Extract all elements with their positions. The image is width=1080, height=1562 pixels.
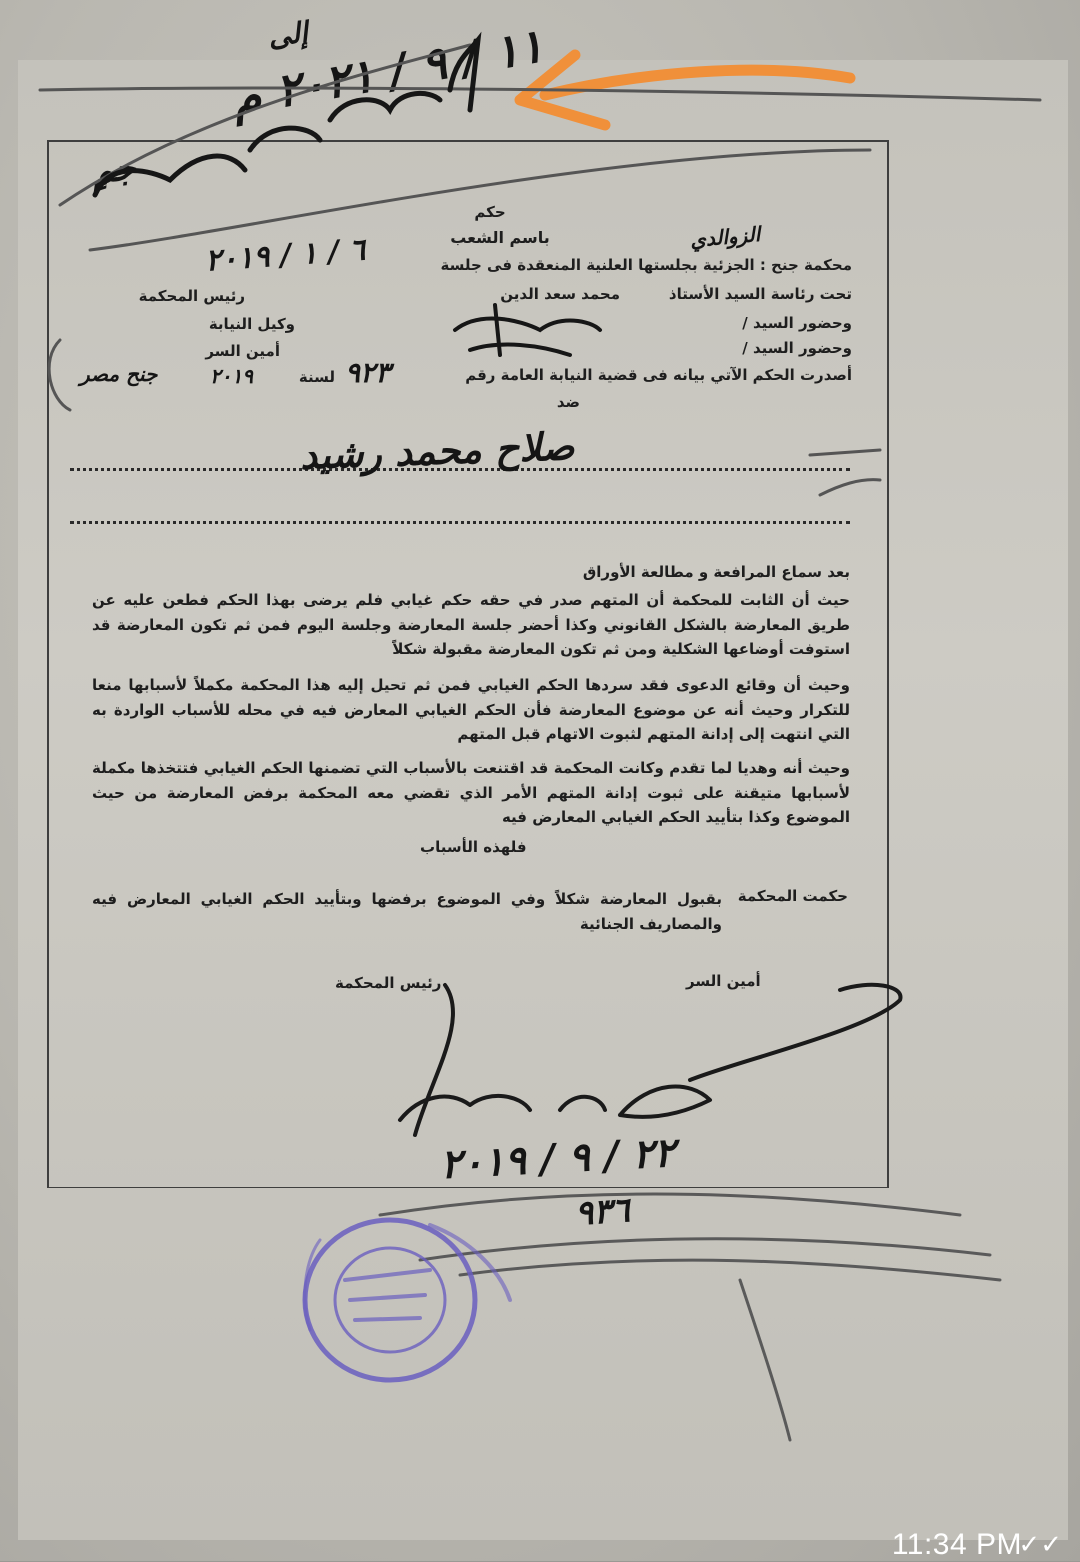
signature-secretary-label: أمين السر	[686, 972, 761, 990]
handwritten-signature-date: ٢٢ / ٩ / ٢٠١٩	[438, 1128, 677, 1189]
judge-initials	[455, 305, 600, 355]
handwritten-defendant-name: صلاح محمد رشيد	[299, 423, 576, 478]
court-line: محكمة جنح : الجزئية بجلستها العلنية المنعقدة فى جلسة	[440, 256, 852, 274]
handwritten-case-year: ٢٠١٩	[210, 364, 253, 388]
presided-by: تحت رئاسة السيد الأستاذ	[668, 285, 852, 303]
issued-year-label: لسنة	[298, 368, 335, 386]
doc-subtitle: باسم الشعب	[450, 228, 550, 247]
attendance-1-role: وكيل النيابة	[208, 315, 295, 333]
attendance-2: وحضور السيد /	[742, 339, 852, 357]
handwritten-signature-number: ٩٣٦	[573, 1190, 632, 1234]
verdict-text: بقبول المعارضة شكلاً وفي الموضوع برفضها وبتأييد الحكم الغيابي المعارض فيه والمصاريف الجنائية	[92, 890, 722, 933]
judge-name: محمد سعد الدين	[500, 285, 620, 303]
handwritten-session-note: الزوالدي	[689, 221, 762, 253]
handwritten-top-note: ١١ / ٩ / ٢٠٢١ م	[227, 18, 548, 126]
handwritten-top-left: ٍجم	[90, 147, 138, 193]
handwritten-case-number: ٩٢٣	[345, 356, 391, 389]
handwritten-top-loops	[95, 40, 478, 195]
reasons-heading: فلهذه الأسباب	[420, 838, 527, 856]
body-heading: بعد سماع المرافعة و مطالعة الأوراق	[582, 563, 850, 581]
attendance-2-role: أمين السر	[205, 342, 280, 360]
paragraph-1: حيث أن الثابت للمحكمة أن المتهم صدر في حقه حكم غيابي فلم يرضى بهذا الحكم فطعن عليه عن طريق المعارضة بالشكل القانوني وكذا أحضر جلسة المعارضة وجلسة اليوم فمن ثم تكون المعارضة قد استوفت أوضاعها الشكلية ومن ثم تكون المعارضة مقبولة شكلاً	[92, 591, 850, 658]
signature-president-label: رئيس المحكمة	[335, 974, 442, 992]
judge-title: رئيس المحكمة	[138, 287, 245, 305]
message-timestamp: 11:34 PM	[891, 1528, 1022, 1561]
doc-title: حكم	[474, 203, 506, 221]
paragraph-3: وحيث أنه وهديا لما تقدم وكانت المحكمة قد اقتنعت بالأسباب التي تضمنها الحكم الغيابي فتتخذها مكملة لأسبابها متيقنة على ثبوت إدانة المتهم الأمر الذي تقضي معه المحكمة برفض المعارضة من حيث الموضوع وكذا بتأييد الحكم الغيابي المعارض فيه	[92, 759, 850, 826]
issued-line: أصدرت الحكم الآتي بيانه فى قضية النيابة العامة رقم	[465, 366, 852, 384]
official-stamp	[305, 1220, 510, 1380]
handwritten-case-court: جنح مصر	[80, 362, 158, 386]
pencil-strokes	[40, 45, 1040, 495]
handwritten-session-date: ٦ / ١ / ٢٠١٩	[203, 232, 367, 279]
handwritten-top-arabic: إلى	[265, 15, 310, 54]
verdict-label: حكمت المحكمة	[737, 887, 848, 905]
president-signature	[400, 985, 900, 1135]
attendance-1: وحضور السيد /	[742, 314, 852, 332]
against-label: ضد	[556, 393, 580, 411]
paragraph-2: وحيث أن وقائع الدعوى فقد سردها الحكم الغيابي فمن ثم تحيل إليه هذا المحكمة مكملاً لأسبابها منعا للتكرار وحيث أنه عن موضوع المعارضة فأن الحكم الغيابي المعارض فيه في محله للأسباب الواردة به التي انتهت إلى إدانة المتهم لثبوت الاتهام قبل المتهم	[92, 676, 850, 743]
double-check-icon: ✓✓	[1018, 1530, 1062, 1560]
